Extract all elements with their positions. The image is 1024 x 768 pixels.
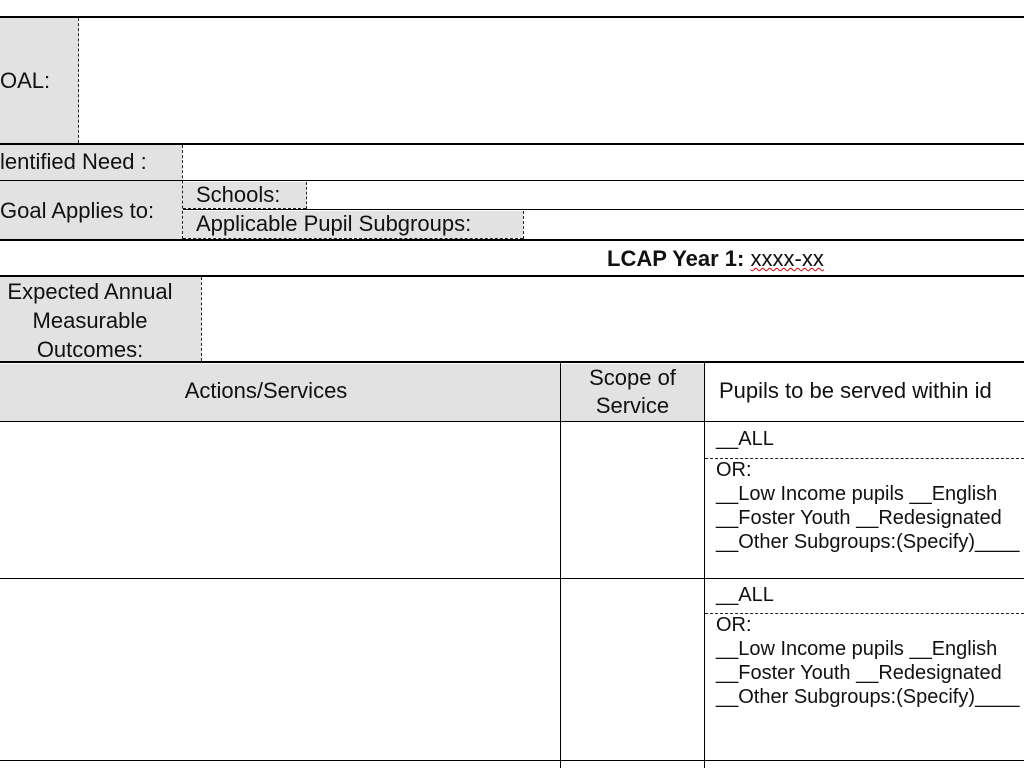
outcomes-label-line1: Expected Annual	[7, 279, 173, 304]
schools-input[interactable]	[308, 181, 1024, 208]
pupils-all-option-row1[interactable]: __ALL	[716, 428, 774, 450]
goal-applies-label: Goal Applies to:	[0, 198, 155, 223]
scope-cell-row1[interactable]	[561, 422, 704, 578]
pupils-options-line2-row1[interactable]: __Foster Youth __Redesignated	[716, 507, 1002, 529]
actions-cell-row1[interactable]	[0, 422, 560, 578]
pupils-options-line1-row2[interactable]: __Low Income pupils __English	[716, 638, 998, 660]
goal-label: OAL:	[0, 68, 51, 93]
pupils-all-option-row2[interactable]: __ALL	[716, 584, 774, 606]
col-actions-services: Actions/Services	[184, 378, 348, 403]
pupils-or-label-row2: OR:	[716, 614, 752, 636]
pupils-options-line3-row2[interactable]: __Other Subgroups:(Specify)____	[716, 686, 1020, 708]
outcomes-input[interactable]	[203, 277, 1024, 361]
goal-input-area[interactable]	[80, 18, 1024, 143]
col-scope-of-service	[561, 364, 704, 420]
col-scope-line1: Scope of	[589, 365, 676, 390]
schools-label: Schools:	[196, 182, 281, 207]
outcomes-label	[0, 277, 180, 364]
pupils-or-label-row1: OR:	[716, 459, 752, 481]
actions-cell-row2[interactable]	[0, 579, 560, 760]
lcap-year-heading	[607, 246, 824, 272]
subgroups-input[interactable]	[525, 210, 1024, 238]
lcap-year-value: xxxx-xx	[750, 246, 824, 271]
outcomes-label-line3: Outcomes:	[36, 337, 144, 362]
subgroups-label: Applicable Pupil Subgroups:	[196, 211, 472, 236]
scope-cell-row2[interactable]	[561, 579, 704, 760]
pupils-options-line1-row1[interactable]: __Low Income pupils __English	[716, 483, 998, 505]
pupils-options-line2-row2[interactable]: __Foster Youth __Redesignated	[716, 662, 1002, 684]
outcomes-label-line2: Measurable	[32, 308, 148, 333]
col-scope-line2: Service	[595, 393, 670, 418]
col-pupils-served: Pupils to be served within id	[719, 378, 992, 403]
lcap-year-label: LCAP Year 1:	[607, 246, 745, 271]
pupils-options-line3-row1[interactable]: __Other Subgroups:(Specify)____	[716, 531, 1020, 553]
identified-need-label: lentified Need :	[0, 149, 147, 174]
identified-need-input[interactable]	[184, 145, 1024, 179]
